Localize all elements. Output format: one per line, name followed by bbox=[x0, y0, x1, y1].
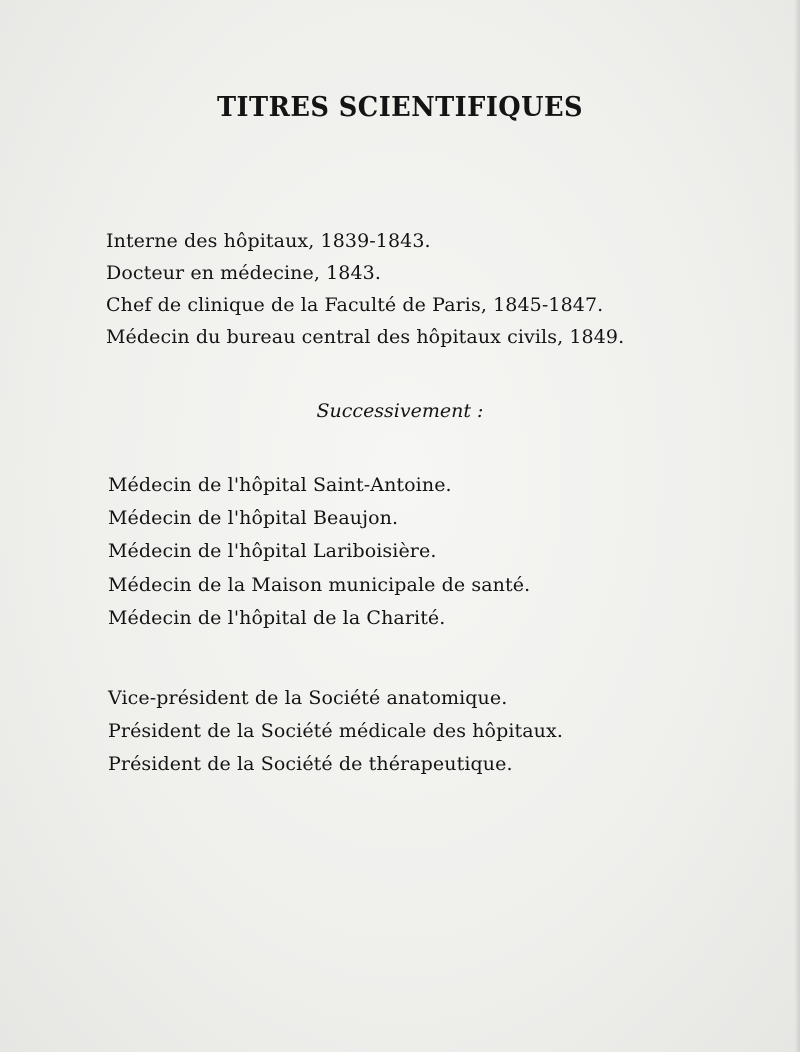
page-title: TITRES SCIENTIFIQUES bbox=[216, 92, 584, 123]
page-edge bbox=[794, 0, 800, 1052]
successively-label: Successivement : bbox=[316, 400, 484, 422]
title-entry-bureau-central: Médecin du bureau central des hôpitaux civils, 1849. bbox=[106, 326, 625, 348]
society-entry-anatomique: Vice-président de la Société anatomique. bbox=[108, 687, 508, 709]
title-entry-doctorat: Docteur en médecine, 1843. bbox=[106, 262, 382, 284]
hospital-entry-lariboisiere: Médecin de l'hôpital Lariboisière. bbox=[108, 540, 437, 562]
hospital-entry-charite: Médecin de l'hôpital de la Charité. bbox=[108, 607, 446, 629]
society-entry-therapeutique: Président de la Société de thérapeutique. bbox=[108, 753, 513, 775]
hospital-entry-maison-municipale: Médecin de la Maison municipale de santé. bbox=[108, 574, 531, 596]
society-entry-medicale: Président de la Société médicale des hôpitaux. bbox=[108, 720, 563, 742]
hospital-entry-saint-antoine: Médecin de l'hôpital Saint-Antoine. bbox=[108, 474, 452, 496]
hospital-entry-beaujon: Médecin de l'hôpital Beaujon. bbox=[108, 507, 399, 529]
title-entry-chef-clinique: Chef de clinique de la Faculté de Paris, 1845-1847. bbox=[106, 294, 604, 316]
title-entry-internat: Interne des hôpitaux, 1839-1843. bbox=[106, 230, 431, 252]
